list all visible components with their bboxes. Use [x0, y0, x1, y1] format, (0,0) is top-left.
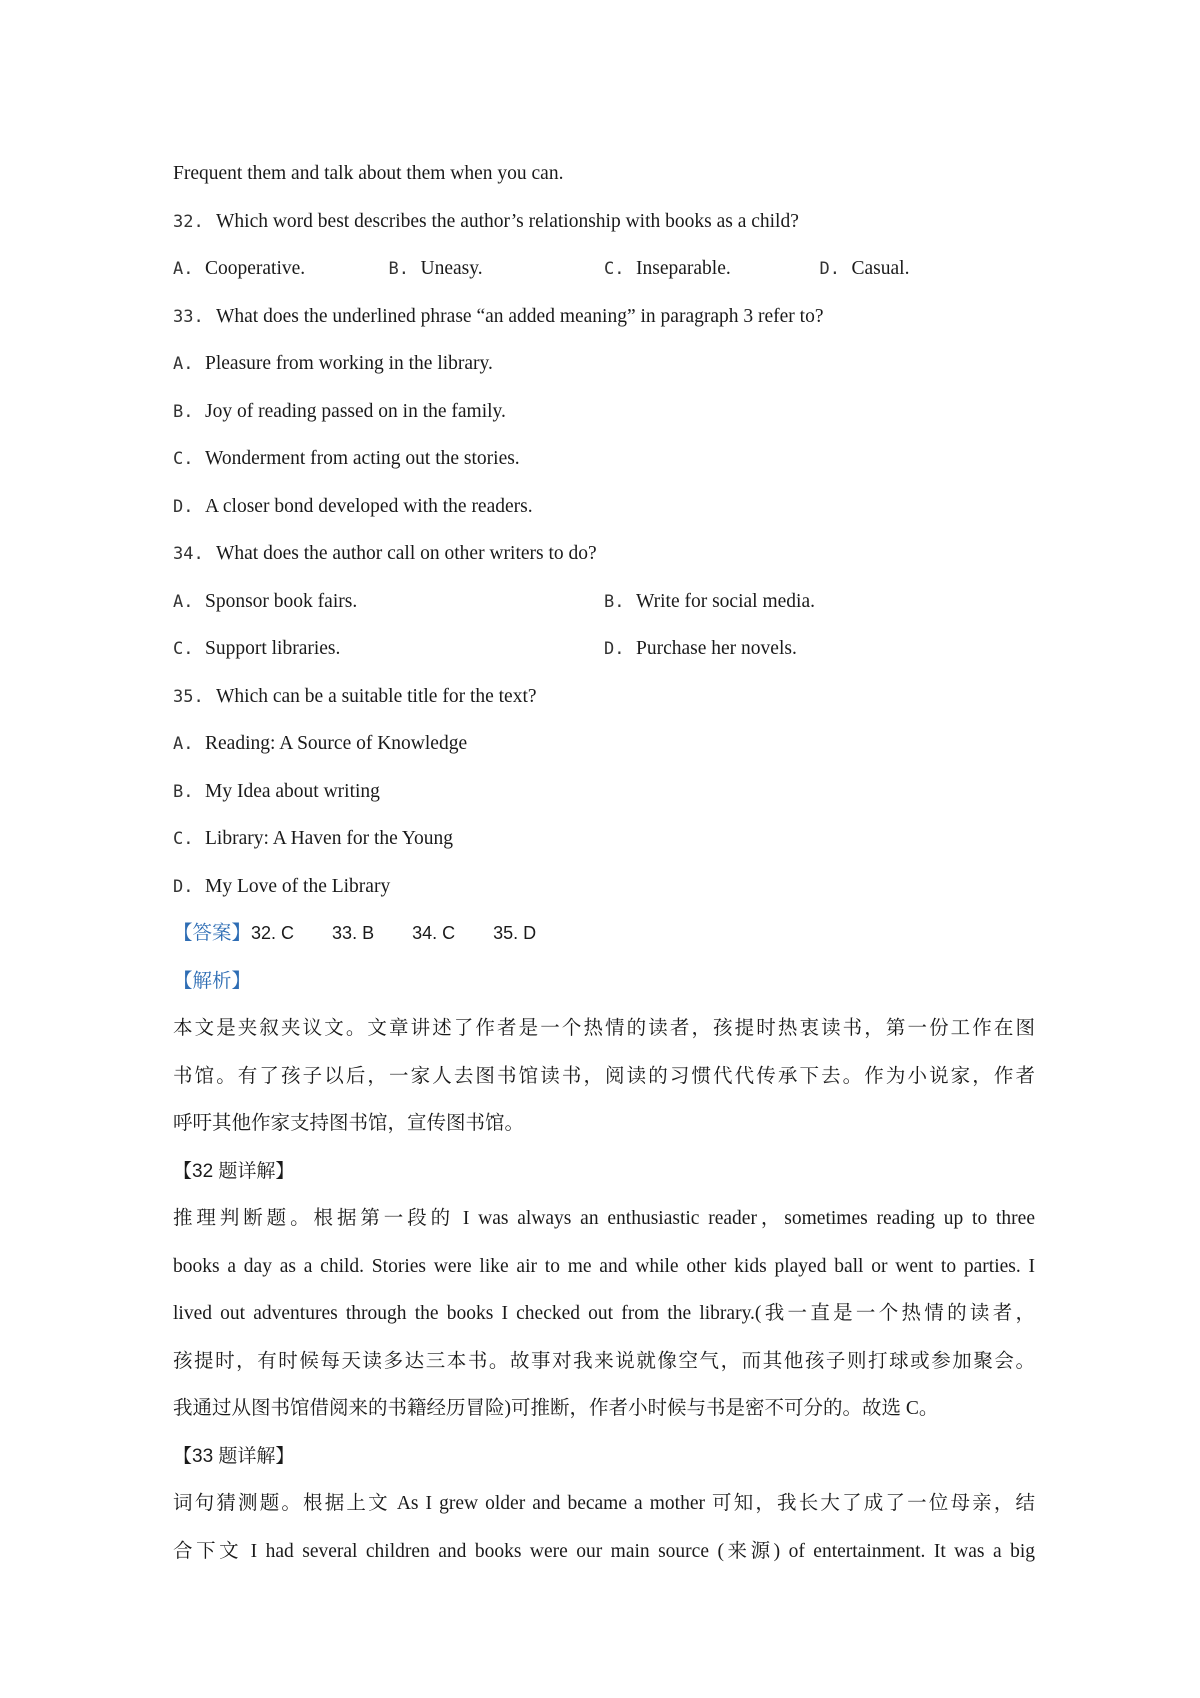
document-page [173, 150, 1035, 1575]
option-b[interactable]: B. My Idea about writing [173, 780, 380, 802]
detail-33-body [173, 1480, 1035, 1575]
answer-33: 33. B [332, 923, 375, 943]
option-a[interactable]: A. Reading: A Source of Knowledge [173, 733, 468, 754]
question-text: What does the underlined phrase “an added meaning” in paragraph 3 refer to? [216, 305, 824, 327]
analysis-summary [173, 1005, 1035, 1148]
summary-line: 书馆。有了孩子以后，一家人去图书馆读书，阅读的习惯代代传承下去。作为小说家，作者 [173, 1065, 1035, 1087]
option-c[interactable]: C. Support libraries. [173, 638, 341, 659]
option-d[interactable]: D. My Love of the Library [173, 875, 391, 897]
question-34-options-row1 [173, 578, 1035, 626]
detail-line: 孩提时，有时候每天读多达三本书。故事对我来说就像空气，而其他孩子则打球或参加聚会。 [173, 1350, 1035, 1372]
summary-line: 本文是夹叙夹议文。文章讲述了作者是一个热情的读者，孩提时热衷读书，第一份工作在图 [173, 1018, 1035, 1039]
option-d[interactable]: D. Casual. [819, 258, 910, 279]
detail-32-heading: 【32 题详解】 [173, 1160, 295, 1182]
option-d[interactable]: D. A closer bond developed with the readers. [173, 495, 533, 517]
detail-33-heading: 【33 题详解】 [173, 1445, 295, 1467]
option-c[interactable]: C. Wonderment from acting out the stories. [173, 448, 520, 469]
option-a[interactable]: A. Sponsor book fairs. [173, 590, 358, 612]
option-a[interactable]: A. Cooperative. [173, 258, 306, 279]
detail-line: 合下文 I had several children and books were our main source (来源) of entertainment. It was a big [173, 1540, 1035, 1562]
answer-34: 34. C [412, 923, 456, 943]
question-35 [173, 673, 1035, 721]
option-c[interactable]: C. Inseparable. [604, 258, 731, 279]
intro-line: Frequent them and talk about them when you can. [173, 163, 564, 184]
answer-32: 32. C [251, 923, 295, 943]
detail-line: 词句猜测题。根据上文 As I grew older and became a mother 可知，我长大了成了一位母亲，结 [173, 1493, 1035, 1514]
question-number: 35. [173, 686, 204, 707]
detail-line: lived out adventures through the books I checked out from the library.(我一直是一个热情的读者， [173, 1303, 1035, 1324]
question-32-options [173, 245, 1035, 293]
analysis-tag: 【解析】 [173, 970, 252, 992]
answer-tag: 【答案】 [173, 923, 252, 944]
detail-32-body [173, 1195, 1035, 1433]
summary-line: 呼吁其他作家支持图书馆，宣传图书馆。 [173, 1113, 525, 1134]
detail-line: 我通过从图书馆借阅来的书籍经历冒险)可推断，作者小时候与书是密不可分的。故选 C。 [173, 1398, 939, 1419]
question-number: 33. [173, 306, 204, 327]
question-text: What does the author call on other writers to do? [216, 543, 597, 564]
question-32 [173, 198, 1035, 246]
answer-line [173, 910, 1035, 958]
question-number: 34. [173, 544, 204, 564]
option-c[interactable]: C. Library: A Haven for the Young [173, 828, 454, 849]
question-33 [173, 293, 1035, 341]
question-34 [173, 530, 1035, 578]
option-b[interactable]: B. Joy of reading passed on in the family. [173, 400, 506, 422]
question-34-options-row2 [173, 625, 1035, 673]
option-b[interactable]: B. Write for social media. [604, 590, 815, 612]
option-a[interactable]: A. Pleasure from working in the library. [173, 353, 493, 374]
analysis-heading [173, 958, 1035, 1006]
detail-line: 推理判断题。根据第一段的 I was always an enthusiastic reader，sometimes reading up to three [173, 1208, 1035, 1229]
question-text: Which can be a suitable title for the text? [216, 685, 537, 707]
option-d[interactable]: D. Purchase her novels. [604, 638, 797, 659]
detail-line: books a day as a child. Stories were like air to me and while other kids played ball or went to parties. I [173, 1255, 1035, 1277]
answer-35: 35. D [493, 923, 537, 943]
question-number: 32. [173, 211, 204, 232]
option-b[interactable]: B. Uneasy. [388, 258, 483, 279]
question-text: Which word best describes the author’s relationship with books as a child? [216, 210, 799, 232]
